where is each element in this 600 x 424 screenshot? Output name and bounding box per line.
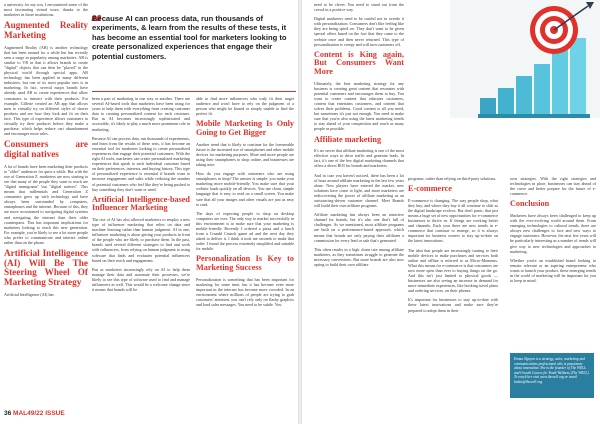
ar-paragraph: Augmented Reality (AR) is another technology that has been around for a while but has recently seen a surge in popularity among marketers. AR is similar to VR in that it allows brands to create "digital" objects that can then be "placed" in the physical world through special apps. AR technology has been applied in many different industries, but one of its most popular uses is in marketing. In fact, several major brands have already used AR to create experiences that allow consumers to interact with their products. For example, Gillette created an AR app that allows men to virtually try on different styles of shaver products and see how they look and fit on their face. This type of experience allows customers to virtually try their products before they make a purchase, which helps reduce cart abandonment and encourages more sales. bbox=[4, 44, 88, 137]
affiliate-paragraph-2: And in case you haven't noticed, there has been a lot of buzz around affiliate marketing in the last few years alone. New players have entered the market, new solutions have come to light, and more marketers are rediscovering the power of affiliate marketing as an outsourcing-driven customer channel. Meet Brands will build their own affiliate programs. bbox=[314, 172, 404, 209]
heading-augmented-reality: Augmented Reality Marketing bbox=[4, 20, 88, 40]
ecommerce-paragraph-2: The idea that people are increasingly turning to their mobile devices to make purchases and services both online and offline is referred to as Micro-Moments. What this means for e-commerce is that consumers are now more open than ever to buying things on the go. And this isn't just limited to physical goods — businesses are also seeing an increase in demand for more immediate experiences, like booking travel plans and ordering services, on their phones. bbox=[408, 247, 498, 294]
conclusion-paragraph-2: Whether you're an established brand looking to remain relevant or an aspiring entrepreneur who wants to launch your product, these emerging trends in the world of marketing will be important for you to keep in mind. bbox=[510, 257, 596, 284]
issue-label: MAL49/22 ISSUE bbox=[13, 410, 65, 417]
page-footer bbox=[4, 410, 65, 417]
ai-paragraph: Artificial Intelligence (AI) has bbox=[4, 291, 54, 297]
author-bio-box: Emma Nguyen is a strategy, sales, marketing and communications professional who is passionate about innovation. She is the founder of The WELL and Growth Course for Youth Wellness (The WELL). To reach her visit www.thewell.org or email ladies@thewell.org. bbox=[510, 353, 594, 398]
affiliate-paragraph-4: This often results in a high churn rate among affiliate marketers, as they sometimes struggle to generate the necessary conversions. But more brands are also now opting to build their own affiliate bbox=[314, 246, 404, 267]
pull-quote: Because AI can process data, run thousands of experiments, & learn from the results of these tests, it has become an essential tool for marketers looking to create personalized experiences that engage their potential customers. bbox=[92, 14, 287, 61]
ecommerce-paragraph-3: It's important for businesses to stay up-to-date with these latest innovations and make sure they're prepared to adopt them in their bbox=[408, 297, 498, 313]
influencer-paragraph-1: The rise of AI has also allowed marketers to employ a new type of influencer marketing that relies on data and machine learning rather than human judgment. AI in one, influencer marketing is about getting your products in front of the people who are likely to purchase them. In the past, brands used several different strategies to find and work with influencers, from relying on human judgment to using software that finds and evaluates potential influencers based on their reach and engagement. bbox=[92, 216, 190, 263]
left-column-1 bbox=[4, 2, 88, 407]
right-column-2 bbox=[408, 176, 498, 410]
affiliate-continued: programs, rather than relying on third-party solutions. bbox=[408, 176, 497, 181]
personalization-continued: need to be clever. You need to stand out from the crowd in a positive way. bbox=[314, 2, 404, 13]
heading-ai-steering-wheel: Artificial Intelligence (AI) Will Be The Steering Wheel Of Marketing Strategy bbox=[4, 248, 88, 288]
heading-content-king: Content is King again, But Consumers Want More bbox=[314, 49, 404, 76]
mobile-paragraph-2: How do you engage with customers who are using smartphones to shop? The answer is simple: you make your marketing more mobile-friendly. You make sure that your website loads quickly on all devices. You use clean, simple language that is easy to read on a small screen. You make sure that all your images and other visuals are just as easy to read. bbox=[196, 171, 294, 207]
target-growth-illustration bbox=[450, 0, 600, 118]
personalization-paragraph: Personalization is something that has been important for marketing for some time, but it has become even more important in the internet has become more crowded. In an environment where millions of people are trying to grab customers' attention, you can't rely only on flashy graphics and loud sales messages. You need to be subtle. You bbox=[196, 276, 294, 308]
heading-conclusion: Conclusion bbox=[510, 199, 550, 209]
affiliate-paragraph-3: Affiliate marketing has always been an attractive channel for brands, but it's also one that's full of challenges. As we mentioned, most affiliate programs are built on a performance-based approach, which means that brands are only paying their affiliates a commission for every lead or sale that's generated. bbox=[314, 212, 404, 243]
heading-personalization: Personalization Is Key to Marketing Success bbox=[196, 254, 294, 273]
mobile-paragraph-3: The days of expecting people to shop on desktop computers are over. The only way to market successfully in this environment is to make sure that your marketing is mobile-friendly. Recently I ordered a pizza and a lunch from a Crumbl Crunch game ad and the next day they asked to deliver it. I think it took me seconds to make that order. I found the process extremely simplified and suitable for mobile. bbox=[196, 210, 294, 252]
conclusion-paragraph-1: Marketers have always been challenged to keep up with the ever-evolving world around them. From emerging technologies to cultural trends, there are always new challenges to face and new ways to engage customers. However, the next few years will be particularly interesting as a number of trends will give way to new technologies and approaches to marketing. bbox=[510, 212, 596, 254]
right-column-3 bbox=[510, 176, 596, 350]
heading-ai-influencer: Artificial Intelligence-based Influencer Marketing bbox=[92, 194, 190, 213]
personalization-caution: Digital marketers need to be careful not to overdo it with personalization. Consumers don't like feeling like they are being spied on. They don't want to be given special offers based on the fact that they came to the website once and then never returned. This type of personalization is creepy and will turn customers off. bbox=[314, 16, 404, 47]
ai-continued-paragraph: been a part of marketing in one way or another. There are several AI-based tools that marketers have been using for years to help them with everything from creating customer data to creating personalized content for each customer. But as AI becomes increasingly sophisticated and accessible, it's likely to play a much more prominent role in marketing. bbox=[92, 96, 190, 132]
mobile-paragraph-1: Another trend that is likely to continue for the foreseeable future is the increased use of smartphones and other mobile devices for marketing purposes. More and more people are using their smartphones to shop online, and businesses are taking note. bbox=[196, 141, 294, 167]
heading-ecommerce: E-commerce bbox=[408, 184, 452, 194]
influencer-paragraph-2: But as marketers increasingly rely on AI to help them manage their data and automate their processes, we're likely to see this type of software used to find and manage influencers as well. This would be a welcome change since it means that brands will be bbox=[92, 266, 190, 293]
heading-affiliate-marketing: Affiliate marketing bbox=[314, 134, 382, 144]
left-page bbox=[0, 0, 298, 424]
heading-mobile-marketing: Mobile Marketing Is Only Going to Get Bigger bbox=[196, 119, 294, 137]
left-column-3 bbox=[196, 96, 294, 408]
left-column-2 bbox=[92, 96, 190, 408]
influencer-continued: able to find more influencers who truly fit their target audience and won't have to rely on the judgment of a person who might be biased or simply unable to find the perfect fit. bbox=[196, 96, 294, 117]
intro-text: a university for my son, I encountered some of the most fascinating virtual tours, thanks to the marketers in those institutions. bbox=[4, 2, 88, 18]
right-column-1 bbox=[314, 2, 404, 410]
ai-process-paragraph: Because AI can process data, run thousands of experiments, and learn from the results of these tests, it has become an essential tool for marketers looking to create personalized experiences that engage their potential customers. With the right AI tools, marketers can create personalized marketing experiences that speak to each individual customer based on their preferences, interests, and buying history. This type of personalized experience is essential if brands want to increase engagement and sales while reducing the number of potential customers who feel like they're being pushed to buy something they don't want or need. bbox=[92, 135, 190, 192]
affiliate-paragraph-1: It's no secret that affiliate marketing is one of the most effective ways to drive traffic and generate leads. In fact, it's one of the few digital marketing channels that offers a direct ROI for brands and marketers. bbox=[314, 148, 404, 169]
ecommerce-continued: own strategies. With the right strategies and technologies in place, businesses can stay ahead of the curve and better prepare for the future of e-commerce. bbox=[510, 176, 596, 197]
digital-natives-paragraph: A lot of brands have been marketing their products to "older" audiences for quite a while. But with the rise of Generation Z, marketers are now starting to see that many of the people they want to reach are "digital immigrants" but "digital natives". This means that millennials and Generation Z consumers grew up with technology and have always been surrounded by computers, smartphones and the internet. Because of this, they are more accustomed to navigating digital systems and navigating the internet than their older counterparts. This has important implications for marketers looking to reach this new generation. For example, you're likely to see a lot more people who prefer to communicate and interact online rather than on the phone. bbox=[4, 163, 88, 245]
page-number: 36 bbox=[4, 410, 12, 417]
ecommerce-paragraph-1: E-commerce is changing. The way people shop, what they buy, and where they buy it all continue to shift as the digital landscape evolves. But don't panic, that just means a huge set of new opportunities for e-commerce businesses to thrive in. If things are working better and channels. Each year there are new trends in e-commerce that continue to emerge, so it is always important for business owners to stay up-to-date on the latest innovations. bbox=[408, 197, 498, 244]
pull-quote-rule bbox=[92, 91, 296, 92]
heading-digital-natives: Consumers are digital natives bbox=[4, 139, 88, 159]
content-paragraph: Ultimately, the best marketing strategy for any business is creating great content that resonates with potential customers and encourages them to buy. You want to create content that educates customers, content that entertains customers, and content that solves their problems. Good content is all you need, but sometimes it's just not enough. You need to make sure that you're also using the latest marketing trends to stay ahead of your competition and reach as many people as possible. bbox=[314, 80, 404, 132]
